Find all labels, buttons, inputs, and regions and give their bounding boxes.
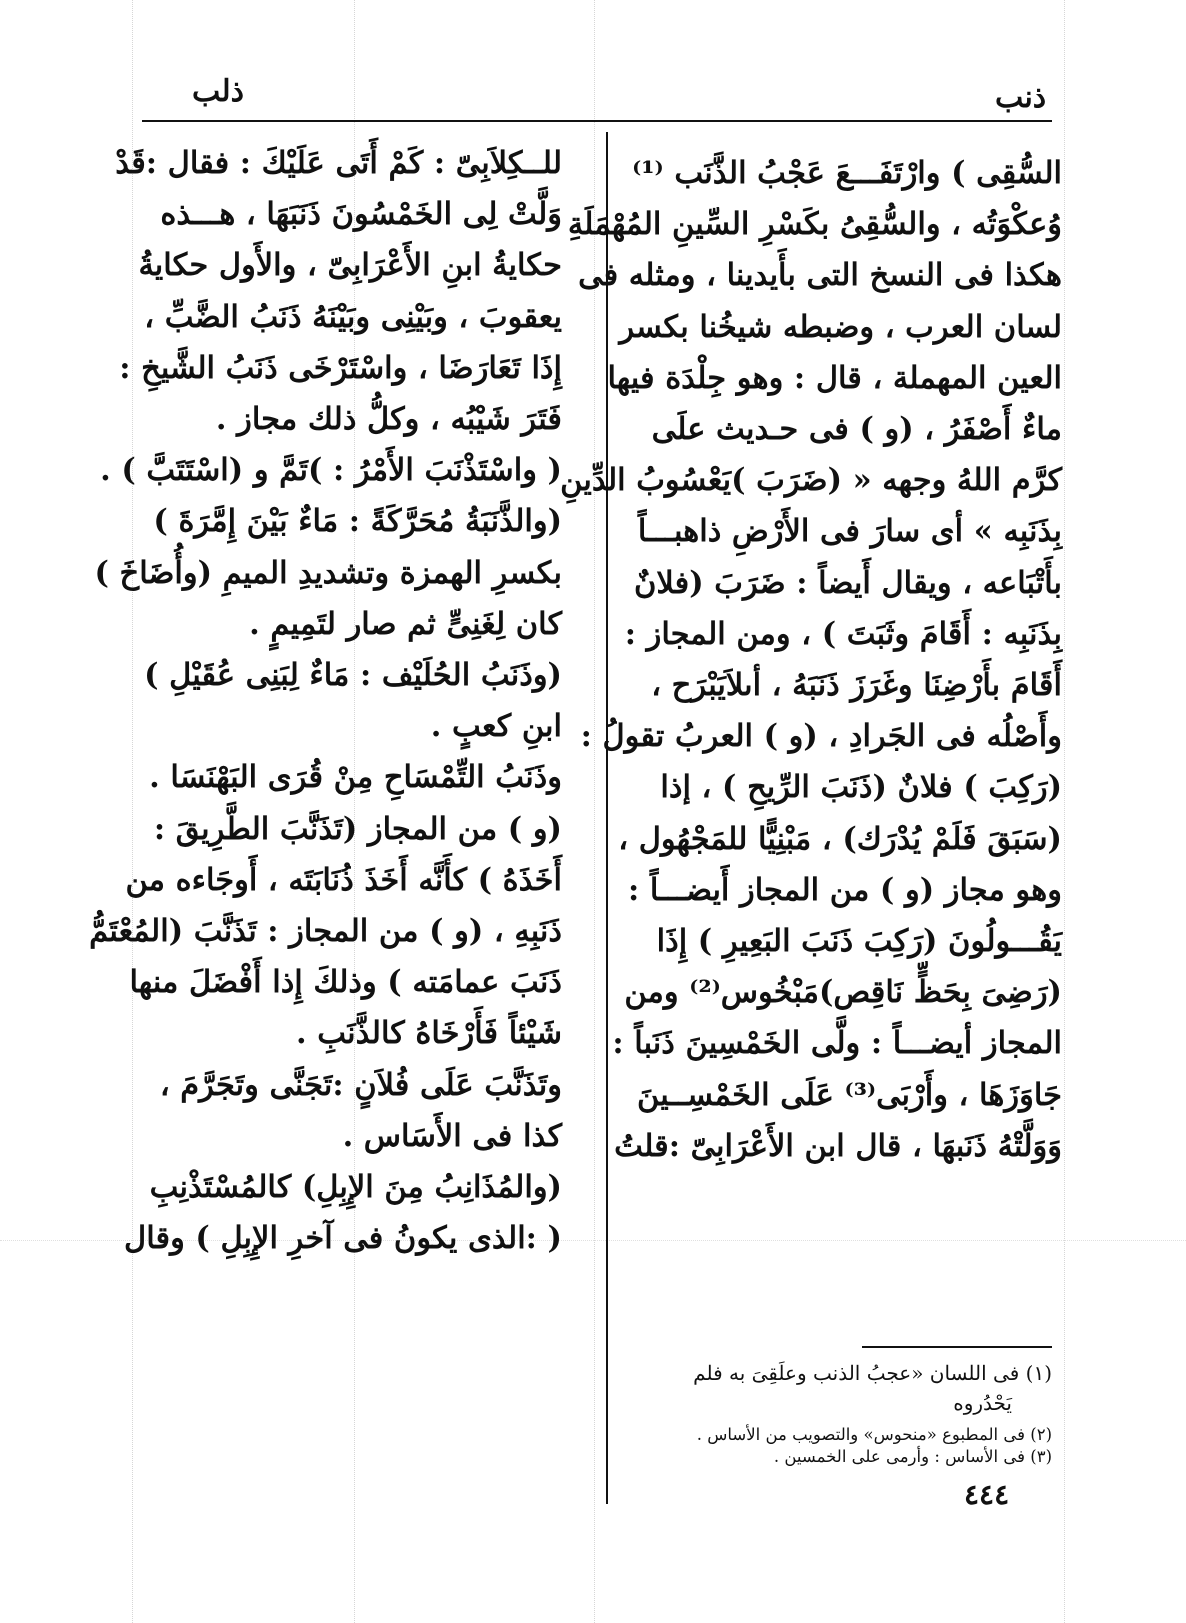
text-line: (وذَنَبُ الحُلَيْف : مَاءٌ لِبَنِى عُقَيْلِ ) (144, 657, 562, 694)
text-line: وَلَّتْ لِى الخَمْسُونَ ذَنَبَهَا ، هـــذه (160, 196, 562, 233)
text-line: ذَنَبَ عمامَته ) وذلكَ إِذا أَفْضَلَ منها (129, 964, 562, 1001)
text-line: العين المهملة ، قال : وهو جِلْدَة فيها (607, 359, 1062, 396)
header-word-left: ذلب (192, 74, 244, 109)
footnote-rule (862, 1346, 1052, 1348)
column-divider (606, 132, 608, 1504)
text-line: وهو مجاز (و ) من المجاز أَيضـــاً : (628, 871, 1062, 908)
page-number: ٤٤٤ (964, 1478, 1010, 1511)
text-line: (و ) من المجاز (تَذَنَّبَ الطَّرِيقَ : (153, 810, 562, 847)
text-line: (رَضِىَ بِحَظٍّ نَاقِص)مَبْخُوس⁽²⁾ ومن (624, 974, 1062, 1011)
text-line: المجاز أيضـــاً : ولَّى الخَمْسِينَ ذَنَباً : (612, 1025, 1062, 1062)
left-text-column (89, 138, 562, 1264)
text-line: وذَنَبُ التِّمْسَاحِ مِنْ قُرَى البَهْنَسَا . (149, 759, 562, 796)
scan-guide-line (1064, 0, 1065, 1623)
text-line: ( واسْتَذْنَبَ الأَمْرُ : )تَمَّ و (اسْتَتَبَّ ) . (100, 452, 562, 489)
text-line: وأَصْلُه فى الجَرادِ ، (و ) العربُ تقولُ : (580, 718, 1062, 755)
text-line: ( :الذى يكونُ فى آخرِ الإِبِلِ ) وقال (124, 1220, 562, 1257)
text-line: كذا فى الأَسَاس . (342, 1117, 562, 1154)
text-line: أَخَذَهُ ) كأَنَّه أَخَذَ ذُنَابَتَه ، أَوجَاءه من (125, 861, 562, 898)
text-line: وُعكْوَتُه ، والسُّقِىُ بكَسْرِ السِّينِ المُهْمَلَةِ (567, 206, 1062, 243)
text-line: (والذَّنَبَةُ مُحَرَّكَةً : مَاءٌ بَيْنَ إِمَّرَةَ ) (153, 503, 562, 540)
text-line: وتَذَنَّبَ عَلَى فُلاَنٍ :تَجَنَّى وتَجَرَّمَ ، (159, 1066, 562, 1103)
footnote-1-continuation: يَحْدُروه (953, 1391, 1012, 1415)
right-text-column (560, 148, 1062, 1172)
text-line: بكسرِ الهمزة وتشديدِ الميمِ (وأُضَاخَ ) (94, 554, 562, 591)
text-line: لسان العرب ، وضبطه شيخُنا بكسر (619, 308, 1062, 345)
header-word-right: ذنب (995, 80, 1047, 115)
text-line: وَوَلَّتْهُ ذَنَبهَا ، قال ابن الأَعْرَابِىّ :قلتُ (614, 1127, 1062, 1164)
text-line: (رَكِبَ ) فلانٌ (ذَنَبَ الرِّيحِ ) ، إذا (660, 769, 1062, 806)
text-line: كان لِغَنِىٍّ ثم صار لتَمِيمٍ . (249, 605, 562, 642)
text-line: بِذَنَبِه » أى سارَ فى الأَرْضِ ذاهبـــاً (637, 513, 1062, 550)
text-line: إِذَا تَعَارَضَا ، واسْتَرْخَى ذَنَبُ الشَّيخِ : (119, 349, 562, 386)
text-line: ذَنَبِهِ ، (و ) من المجاز : تَذَنَّبَ (المُعْتَمُّ (89, 913, 562, 950)
text-line: (سَبَقَ فَلَمْ يُدْرَك) ، مَبْنِيًّا للمَجْهُول ، (618, 820, 1062, 857)
text-line: يعقوبَ ، وبَيْنِى وبَيْنَهُ ذَنَبُ الضَّبِّ ، (144, 298, 562, 335)
footnote-1: (١) فى اللسان «عجبُ الذنب وعلَقِىَ به فلم (693, 1361, 1052, 1385)
text-line: أَقَامَ بأَرْضِنَا وغَرَزَ ذَنَبَهُ ، أىلاَيَبْرَح ، (651, 667, 1062, 704)
text-line: السُّقِى ) وارْتَفَـــعَ عَجْبُ الذَّنَب ⁽¹⁾ (632, 155, 1062, 191)
header-rule (142, 120, 1052, 122)
text-line: بأَتْبَاعه ، ويقال أَيضاً : ضَرَبَ (فلانٌ (634, 564, 1062, 601)
text-line: ماءٌ أَصْفَرُ ، (و ) فى حـديث علَى (651, 411, 1062, 448)
text-line: بِذَنَبِه : أَقَامَ وثَبَتَ ) ، ومن المجاز : (624, 615, 1062, 652)
text-line: حكايةُ ابنِ الأَعْرَابِىّ ، والأَول حكايةُ (138, 247, 562, 284)
text-line: (والمُذَانِبُ مِنَ الإِبِلِ) كالمُسْتَذْنِبِ (149, 1169, 562, 1206)
footnote-3: (٣) فى الأساس : وأرمى على الخمسين . (773, 1447, 1052, 1466)
footnote-2: (٢) فى المطبوع «منحوس» والتصويب من الأساس . (696, 1425, 1052, 1444)
text-line: فَتَرَ شَيْبُه ، وكلُّ ذلك مجاز . (215, 401, 562, 438)
text-line: كرَّم اللهُ وجهه « (ضَرَبَ )يَعْسُوبُ الدِّينِ (560, 462, 1062, 499)
text-line: جَاوَزَهَا ، وأَرْبَى⁽³⁾ عَلَى الخَمْسِــينَ (637, 1076, 1062, 1113)
text-line: هكذا فى النسخ التى بأَيدينا ، ومثله فى (578, 257, 1062, 294)
text-line: شَيْئاً فَأَرْخَاهُ كالذَّنَبِ . (295, 1015, 562, 1052)
footnotes (632, 1358, 1052, 1468)
text-line: للــكِلاَبِىّ : كَمْ أَتَى عَلَيْكَ : فقال :قَدْ (115, 145, 562, 181)
text-line: يَقُـــولُونَ (رَكِبَ ذَنَبَ البَعِيرِ ) إِذَا (656, 923, 1062, 960)
text-line: ابنِ كعبٍ . (430, 708, 562, 745)
